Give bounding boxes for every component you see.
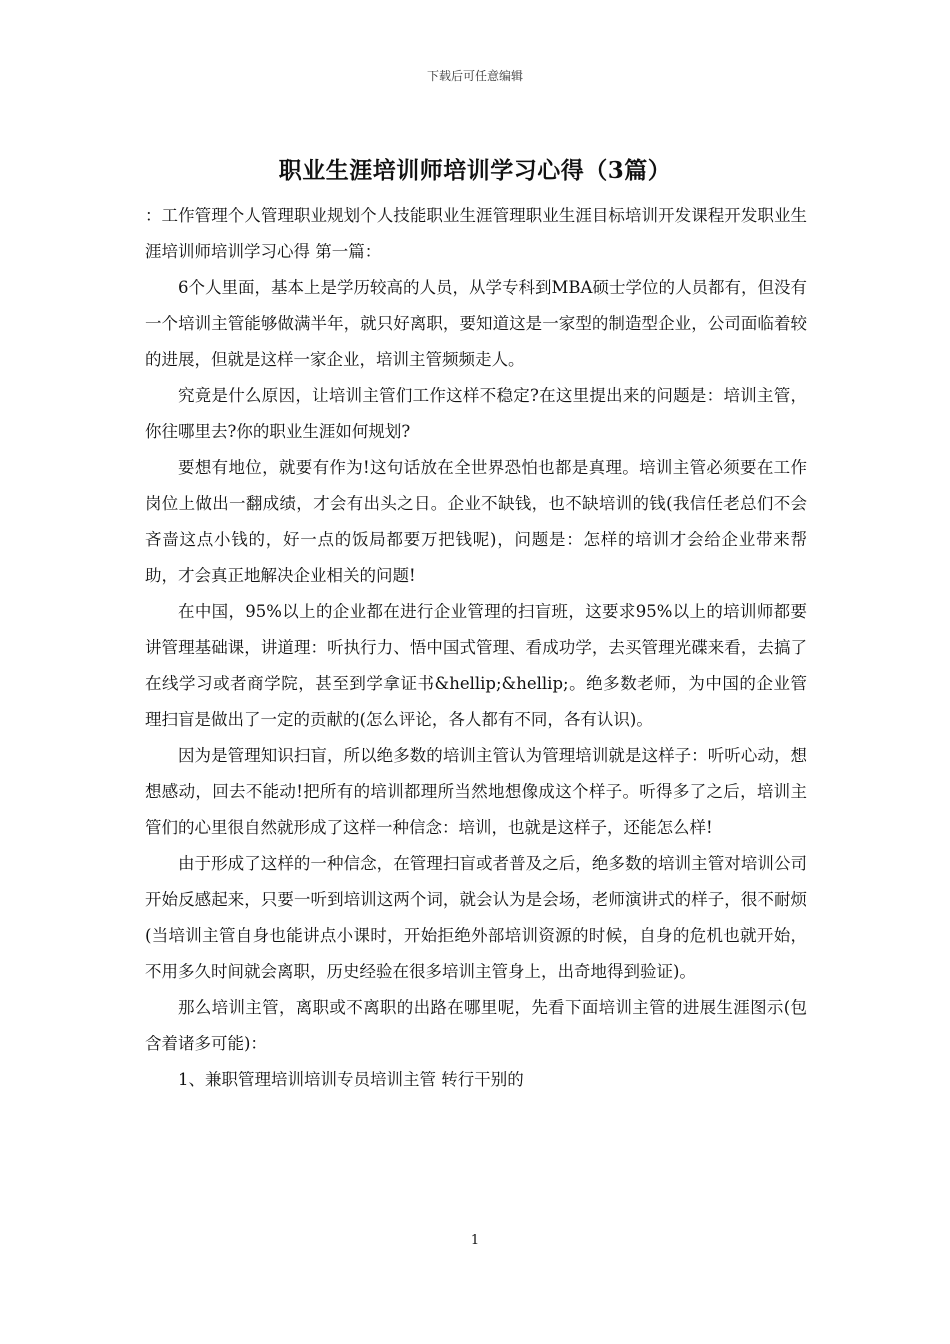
document-body <box>145 198 807 1098</box>
paragraph: 1、兼职管理培训培训专员培训主管 转行干别的 <box>178 1070 524 1089</box>
document-title: 职业生涯培训师培训学习心得（3篇） <box>278 157 672 184</box>
paragraph: 要想有地位，就要有作为!这句话放在全世界恐怕也都是真理。培训主管必须要在工作岗位上做出一翻成绩，才会有出头之日。企业不缺钱，也不缺培训的钱(我信任老总们不会吝啬这点小钱的，好一点的饭局都要万把钱呢)，问题是：怎样的培训才会给企业带来帮助，才会真正地解决企业相关的问题! <box>145 458 807 585</box>
header-note: 下载后可任意编辑 <box>426 69 523 83</box>
page-number: 1 <box>470 1233 480 1248</box>
paragraph: 在中国，95%以上的企业都在进行企业管理的扫盲班，这要求95%以上的培训师都要讲管理基础课，讲道理：听执行力、悟中国式管理、看成功学，去买管理光碟来看，去搞了在线学习或者商学院，甚至到学拿证书&hellip;&hellip;。绝多数老师，为中国的企业管理扫盲是做出了一定的贡献的(怎么评论，各人都有不同，各有认识)。 <box>145 602 807 729</box>
paragraph: 因为是管理知识扫盲，所以绝多数的培训主管认为管理培训就是这样子：听听心动，想想感动，回去不能动!把所有的培训都理所当然地想像成这个样子。听得多了之后，培训主管们的心里很自然就形成了这样一种信念：培训，也就是这样子，还能怎么样! <box>145 746 807 837</box>
paragraph: 由于形成了这样的一种信念，在管理扫盲或者普及之后，绝多数的培训主管对培训公司开始反感起来，只要一听到培训这两个词，就会认为是会场，老师演讲式的样子，很不耐烦(当培训主管自身也能讲点小课时，开始拒绝外部培训资源的时候，自身的危机也就开始，不用多久时间就会离职，历史经验在很多培训主管身上，出奇地得到验证)。 <box>145 854 807 981</box>
paragraph-intro: ：工作管理个人管理职业规划个人技能职业生涯管理职业生涯目标培训开发课程开发职业生涯培训师培训学习心得 第一篇： <box>145 206 807 261</box>
paragraph: 6个人里面，基本上是学历较高的人员，从学专科到MBA硕士学位的人员都有，但没有一个培训主管能够做满半年，就只好离职，要知道这是一家型的制造型企业，公司面临着较的进展，但就是这样一家企业，培训主管频频走人。 <box>145 278 807 369</box>
paragraph: 究竟是什么原因，让培训主管们工作这样不稳定?在这里提出来的问题是：培训主管，你往哪里去?你的职业生涯如何规划? <box>145 386 807 441</box>
paragraph: 那么培训主管，离职或不离职的出路在哪里呢，先看下面培训主管的进展生涯图示(包含着诸多可能)： <box>145 998 807 1053</box>
